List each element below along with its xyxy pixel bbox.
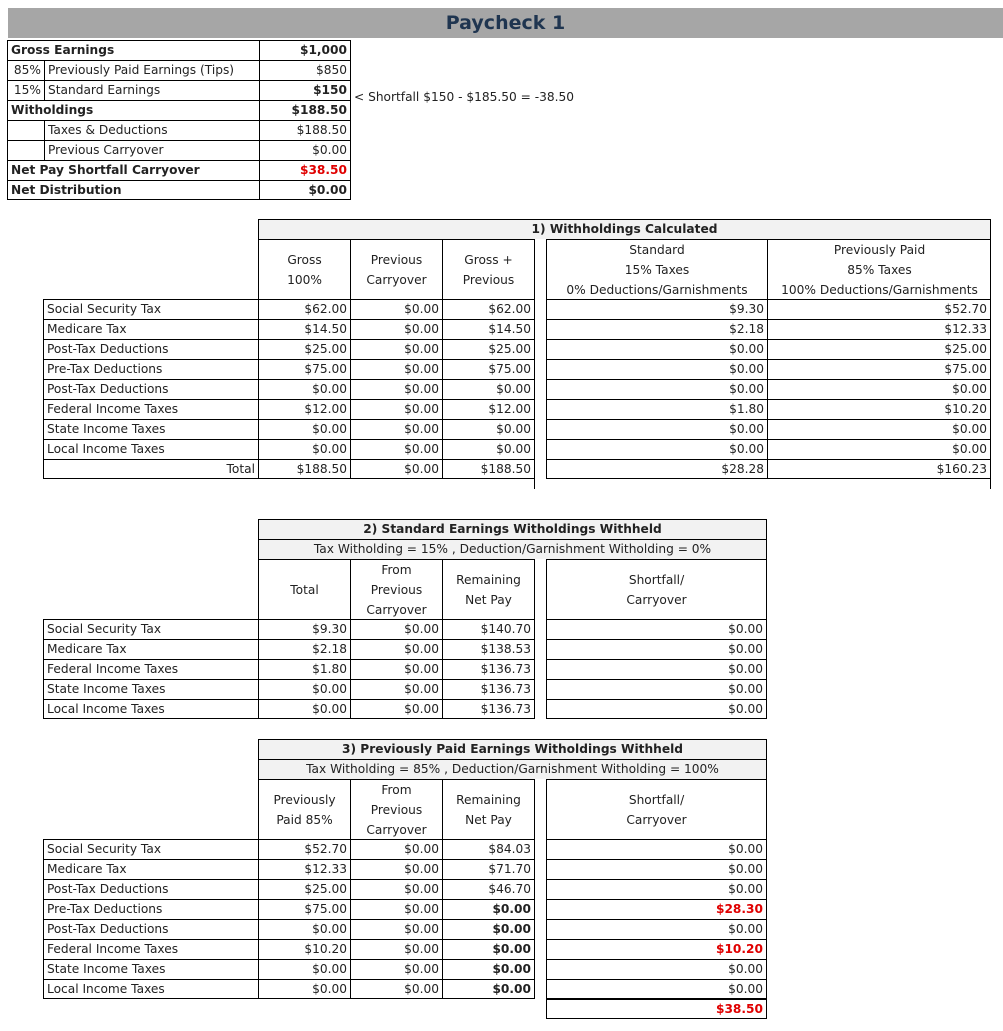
row-label: Pre-Tax Deductions <box>43 359 258 379</box>
remaining-net-pay-cell: $71.70 <box>442 859 534 879</box>
value-cell: $0.00 <box>258 919 350 939</box>
column-header-line: Previous <box>370 803 423 817</box>
row-label: Local Income Taxes <box>43 439 258 459</box>
value-cell: $0.00 <box>350 939 442 959</box>
value-cell: $0.00 <box>350 839 442 859</box>
row-label: Post-Tax Deductions <box>43 339 258 359</box>
remaining-net-pay-cell: $136.73 <box>442 699 534 719</box>
summary-value: $0.00 <box>259 140 351 160</box>
row-label: Social Security Tax <box>43 619 258 639</box>
column-header-line: Paid 85% <box>276 813 333 827</box>
column-header-line: Previously <box>273 793 336 807</box>
column-header <box>258 779 350 839</box>
value-cell: $0.00 <box>546 439 767 459</box>
value-cell: $0.00 <box>767 439 991 459</box>
column-header-line: Previous <box>370 583 423 597</box>
value-cell: $1.80 <box>258 659 350 679</box>
row-label: State Income Taxes <box>43 679 258 699</box>
summary-value: $150 <box>259 80 351 100</box>
column-header-line: Net Pay <box>465 593 512 607</box>
column-header <box>442 779 534 839</box>
shortfall-cell: $0.00 <box>546 979 767 999</box>
column-header-line: Shortfall/ <box>628 793 685 807</box>
row-label: Post-Tax Deductions <box>43 879 258 899</box>
total-cell: $188.50 <box>258 459 350 479</box>
value-cell: $0.00 <box>350 959 442 979</box>
value-cell: $14.50 <box>442 319 534 339</box>
column-header <box>350 559 442 619</box>
shortfall-cell: $0.00 <box>546 639 767 659</box>
column-header-line: Previous <box>370 253 423 267</box>
remaining-net-pay-cell: $0.00 <box>442 899 534 919</box>
value-cell: $0.00 <box>258 379 350 399</box>
remaining-net-pay-cell: $136.73 <box>442 659 534 679</box>
section-title: 2) Standard Earnings Witholdings Withheld <box>258 519 767 539</box>
summary-label: Net Pay Shortfall Carryover <box>7 160 259 180</box>
remaining-net-pay-cell: $136.73 <box>442 679 534 699</box>
value-cell: $12.33 <box>258 859 350 879</box>
shortfall-cell: $0.00 <box>546 679 767 699</box>
summary-label: Taxes & Deductions <box>44 120 259 140</box>
value-cell: $25.00 <box>767 339 991 359</box>
value-cell: $0.00 <box>442 439 534 459</box>
value-cell: $0.00 <box>350 619 442 639</box>
column-header <box>546 779 767 839</box>
value-cell: $9.30 <box>546 299 767 319</box>
column-header-line: 15% Taxes <box>624 263 690 277</box>
column-header-line: 85% Taxes <box>847 263 912 277</box>
value-cell: $0.00 <box>350 299 442 319</box>
summary-value: $0.00 <box>259 180 351 200</box>
row-label: Social Security Tax <box>43 839 258 859</box>
column-header-line: Total <box>290 583 319 597</box>
summary-spacer <box>7 120 44 140</box>
value-cell: $75.00 <box>258 359 350 379</box>
value-cell: $0.00 <box>258 959 350 979</box>
total-cell: $160.23 <box>767 459 991 479</box>
total-cell: $0.00 <box>350 459 442 479</box>
summary-value: $850 <box>259 60 351 80</box>
value-cell: $0.00 <box>350 699 442 719</box>
remaining-net-pay-cell: $84.03 <box>442 839 534 859</box>
value-cell: $62.00 <box>258 299 350 319</box>
value-cell: $0.00 <box>350 339 442 359</box>
column-gap <box>534 239 546 489</box>
total-cell: $28.28 <box>546 459 767 479</box>
value-cell: $0.00 <box>350 899 442 919</box>
value-cell: $0.00 <box>546 359 767 379</box>
value-cell: $0.00 <box>350 659 442 679</box>
summary-label: Standard Earnings <box>44 80 259 100</box>
column-header-line: Carryover <box>366 603 427 617</box>
column-header <box>442 239 534 299</box>
column-header-line: Previous <box>462 273 515 287</box>
value-cell: $10.20 <box>258 939 350 959</box>
value-cell: $0.00 <box>350 319 442 339</box>
row-label: Federal Income Taxes <box>43 939 258 959</box>
column-header-line: Gross <box>287 253 322 267</box>
row-label: Local Income Taxes <box>43 979 258 999</box>
column-header <box>767 239 991 299</box>
value-cell: $0.00 <box>350 379 442 399</box>
value-cell: $0.00 <box>350 679 442 699</box>
value-cell: $2.18 <box>546 319 767 339</box>
remaining-net-pay-cell: $0.00 <box>442 939 534 959</box>
column-header <box>258 559 350 619</box>
section-subtitle: Tax Witholding = 85% , Deduction/Garnishment Witholding = 100% <box>258 759 767 779</box>
row-label: Federal Income Taxes <box>43 659 258 679</box>
column-header-line: From <box>381 563 412 577</box>
value-cell: $25.00 <box>442 339 534 359</box>
remaining-net-pay-cell: $0.00 <box>442 979 534 999</box>
remaining-net-pay-cell: $138.53 <box>442 639 534 659</box>
shortfall-cell: $0.00 <box>546 879 767 899</box>
total-label: Total <box>43 459 258 479</box>
value-cell: $25.00 <box>258 879 350 899</box>
value-cell: $0.00 <box>442 379 534 399</box>
remaining-net-pay-cell: $0.00 <box>442 959 534 979</box>
section-title: 1) Withholdings Calculated <box>258 219 991 239</box>
column-header-line: Shortfall/ <box>628 573 685 587</box>
value-cell: $0.00 <box>350 979 442 999</box>
column-header <box>350 239 442 299</box>
value-cell: $75.00 <box>767 359 991 379</box>
value-cell: $0.00 <box>350 879 442 899</box>
row-label: State Income Taxes <box>43 959 258 979</box>
row-label: Medicare Tax <box>43 319 258 339</box>
column-header-line: Gross + <box>464 253 513 267</box>
summary-label: Previous Carryover <box>44 140 259 160</box>
value-cell: $2.18 <box>258 639 350 659</box>
column-header-line: From <box>381 783 412 797</box>
summary-label: Previously Paid Earnings (Tips) <box>44 60 259 80</box>
column-header-line: Carryover <box>366 273 427 287</box>
column-header-line: Carryover <box>366 823 427 837</box>
value-cell: $0.00 <box>258 699 350 719</box>
shortfall-cell: $0.00 <box>546 919 767 939</box>
column-header <box>442 559 534 619</box>
column-header-line: 100% Deductions/Garnishments <box>781 283 978 297</box>
summary-percent: 85% <box>7 60 44 80</box>
summary-value: $188.50 <box>259 120 351 140</box>
value-cell: $9.30 <box>258 619 350 639</box>
column-gap <box>534 559 546 719</box>
value-cell: $52.70 <box>767 299 991 319</box>
row-label: Federal Income Taxes <box>43 399 258 419</box>
remaining-net-pay-cell: $0.00 <box>442 919 534 939</box>
row-label: Local Income Taxes <box>43 699 258 719</box>
column-header <box>258 239 350 299</box>
value-cell: $0.00 <box>350 919 442 939</box>
value-cell: $10.20 <box>767 399 991 419</box>
row-label: Medicare Tax <box>43 859 258 879</box>
value-cell: $14.50 <box>258 319 350 339</box>
shortfall-total: $38.50 <box>546 999 767 1019</box>
shortfall-cell: $10.20 <box>546 939 767 959</box>
row-label: Medicare Tax <box>43 639 258 659</box>
shortfall-cell: $0.00 <box>546 959 767 979</box>
value-cell: $75.00 <box>258 899 350 919</box>
shortfall-note: < Shortfall $150 - $185.50 = -38.50 <box>354 90 575 104</box>
shortfall-cell: $0.00 <box>546 619 767 639</box>
value-cell: $0.00 <box>258 439 350 459</box>
shortfall-cell: $0.00 <box>546 859 767 879</box>
value-cell: $0.00 <box>546 419 767 439</box>
value-cell: $25.00 <box>258 339 350 359</box>
value-cell: $0.00 <box>258 419 350 439</box>
column-header-line: Previously Paid <box>833 243 926 257</box>
table-edge <box>990 239 997 489</box>
row-label: Post-Tax Deductions <box>43 379 258 399</box>
value-cell: $0.00 <box>767 419 991 439</box>
value-cell: $0.00 <box>350 399 442 419</box>
value-cell: $75.00 <box>442 359 534 379</box>
value-cell: $0.00 <box>546 339 767 359</box>
column-header-line: 0% Deductions/Garnishments <box>566 283 748 297</box>
column-gap <box>534 779 546 999</box>
total-cell: $188.50 <box>442 459 534 479</box>
summary-spacer <box>7 140 44 160</box>
summary-value: $188.50 <box>259 100 351 120</box>
summary-value: $38.50 <box>259 160 351 180</box>
value-cell: $0.00 <box>546 379 767 399</box>
row-label: Pre-Tax Deductions <box>43 899 258 919</box>
shortfall-cell: $0.00 <box>546 699 767 719</box>
value-cell: $12.00 <box>442 399 534 419</box>
value-cell: $0.00 <box>350 419 442 439</box>
value-cell: $62.00 <box>442 299 534 319</box>
summary-label: Witholdings <box>7 100 259 120</box>
value-cell: $0.00 <box>350 639 442 659</box>
summary-value: $1,000 <box>259 40 351 60</box>
column-header-line: Remaining <box>456 573 521 587</box>
value-cell: $0.00 <box>442 419 534 439</box>
value-cell: $0.00 <box>258 979 350 999</box>
shortfall-cell: $0.00 <box>546 839 767 859</box>
value-cell: $0.00 <box>767 379 991 399</box>
value-cell: $0.00 <box>350 359 442 379</box>
summary-label: Net Distribution <box>7 180 259 200</box>
value-cell: $52.70 <box>258 839 350 859</box>
value-cell: $0.00 <box>350 439 442 459</box>
shortfall-cell: $28.30 <box>546 899 767 919</box>
section-title: 3) Previously Paid Earnings Witholdings Withheld <box>258 739 767 759</box>
value-cell: $1.80 <box>546 399 767 419</box>
summary-label: Gross Earnings <box>7 40 259 60</box>
column-header-line: Remaining <box>456 793 521 807</box>
row-label: Post-Tax Deductions <box>43 919 258 939</box>
column-header <box>546 239 767 299</box>
column-header-line: 100% <box>287 273 322 287</box>
section-subtitle: Tax Witholding = 15% , Deduction/Garnishment Witholding = 0% <box>258 539 767 559</box>
column-header-line: Carryover <box>626 813 687 827</box>
column-header-line: Standard <box>629 243 685 257</box>
remaining-net-pay-cell: $46.70 <box>442 879 534 899</box>
row-label: State Income Taxes <box>43 419 258 439</box>
value-cell: $0.00 <box>350 859 442 879</box>
value-cell: $12.33 <box>767 319 991 339</box>
shortfall-cell: $0.00 <box>546 659 767 679</box>
column-header <box>546 559 767 619</box>
remaining-net-pay-cell: $140.70 <box>442 619 534 639</box>
summary-percent: 15% <box>7 80 44 100</box>
row-label: Social Security Tax <box>43 299 258 319</box>
column-header <box>350 779 442 839</box>
value-cell: $12.00 <box>258 399 350 419</box>
column-header-line: Carryover <box>626 593 687 607</box>
column-header-line: Net Pay <box>465 813 512 827</box>
page-title: Paycheck 1 <box>8 8 1003 38</box>
value-cell: $0.00 <box>258 679 350 699</box>
